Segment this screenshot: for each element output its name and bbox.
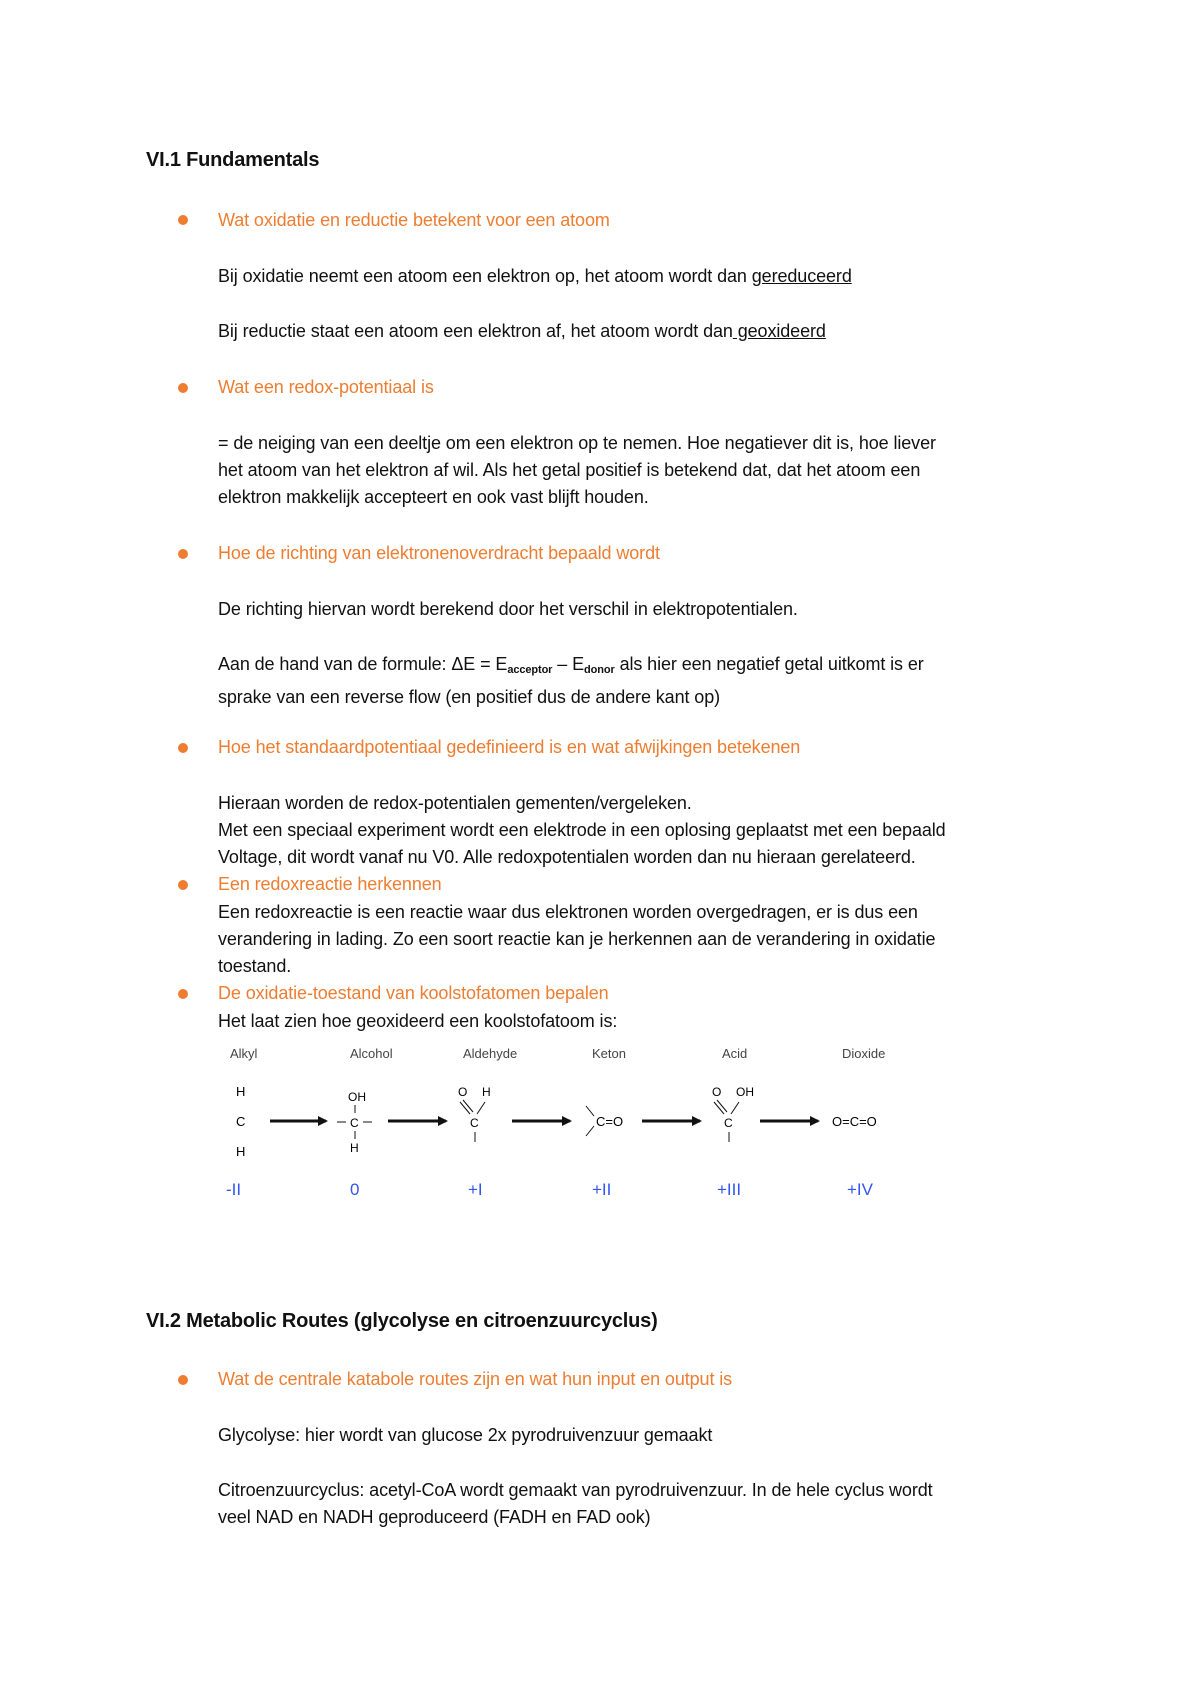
paragraph-text: Bij oxidatie neemt een atoom een elektron op, het atoom wordt dan bbox=[218, 266, 752, 286]
bullet bbox=[178, 989, 188, 999]
svg-text:C=O: C=O bbox=[596, 1114, 624, 1129]
bullet bbox=[178, 383, 188, 393]
oxidation-state-figure bbox=[220, 1040, 920, 1210]
acid-structure bbox=[712, 1085, 754, 1142]
state-alcohol: 0 bbox=[350, 1180, 360, 1199]
label-aldehyde: Aldehyde bbox=[463, 1046, 518, 1061]
svg-text:OH: OH bbox=[736, 1085, 754, 1099]
bullet bbox=[178, 743, 188, 753]
svg-text:C: C bbox=[350, 1116, 359, 1130]
bullet bbox=[178, 215, 188, 225]
svg-text:C: C bbox=[236, 1114, 246, 1129]
topic-heading-oxidation: Wat oxidatie en reductie betekent voor een atoom bbox=[218, 210, 610, 230]
svg-text:O: O bbox=[712, 1085, 722, 1099]
label-alkyl: Alkyl bbox=[230, 1046, 258, 1061]
alkyl-structure bbox=[236, 1084, 245, 1159]
text-line: Hieraan worden de redox-potentialen gementen/vergeleken. bbox=[218, 793, 692, 813]
label-dioxide: Dioxide bbox=[842, 1046, 886, 1061]
text-line: toestand. bbox=[218, 956, 292, 976]
state-acid: +III bbox=[717, 1180, 742, 1199]
text-line: Met een speciaal experiment wordt een elektrode in een oplosing geplaatst met een bepaald bbox=[218, 820, 946, 840]
paragraph-carbon-oxidation: Het laat zien hoe geoxideerd een koolstofatoom is: bbox=[218, 1011, 618, 1031]
state-dioxide: +IV bbox=[847, 1180, 873, 1199]
text-line: Citroenzuurcyclus: acetyl-CoA wordt gemaakt van pyrodruivenzuur. In de hele cyclus wordt bbox=[218, 1480, 933, 1500]
alcohol-structure bbox=[337, 1090, 372, 1155]
paragraph-glycolysis: Glycolyse: hier wordt van glucose 2x pyrodruivenzuur gemaakt bbox=[218, 1425, 713, 1445]
paragraph-citric-acid-cycle bbox=[218, 1477, 933, 1531]
topic-heading-carbon-oxidation: De oxidatie-toestand van koolstofatomen bepalen bbox=[218, 983, 609, 1003]
topic-heading-redox-potential: Wat een redox-potentiaal is bbox=[218, 377, 434, 397]
underlined-term: geoxideerd bbox=[732, 321, 826, 341]
dioxide-structure: O=C=O bbox=[832, 1114, 877, 1129]
section-title-metabolic-routes: VI.2 Metabolic Routes (glycolyse en citroenzuurcyclus) bbox=[146, 1310, 658, 1332]
paragraph-reduction bbox=[218, 318, 826, 345]
bullet bbox=[178, 880, 188, 890]
svg-text:OH: OH bbox=[348, 1090, 366, 1104]
svg-text:H: H bbox=[236, 1144, 246, 1159]
state-keton: +II bbox=[592, 1180, 612, 1199]
svg-text:H: H bbox=[350, 1141, 359, 1155]
bullet bbox=[178, 549, 188, 559]
text-line: Voltage, dit wordt vanaf nu V0. Alle redoxpotentialen worden dan nu hieraan gerelateerd. bbox=[218, 847, 916, 867]
paragraph-text: Bij reductie staat een atoom een elektron af, het atoom wordt dan bbox=[218, 321, 733, 341]
topic-heading-catabolic-routes: Wat de centrale katabole routes zijn en wat hun input en output is bbox=[218, 1369, 733, 1389]
paragraph-oxidation bbox=[218, 263, 852, 290]
subscript-donor: donor bbox=[584, 664, 615, 676]
state-alkyl: -II bbox=[226, 1180, 242, 1199]
text-line: Een redoxreactie is een reactie waar dus elektronen worden overgedragen, er is dus een bbox=[218, 902, 918, 922]
bullet bbox=[178, 1375, 188, 1385]
text-line: veel NAD en NADH geproduceerd (FADH en FAD ook) bbox=[218, 1507, 651, 1527]
text-line: verandering in lading. Zo een soort reactie kan je herkennen aan de verandering in oxidatie bbox=[218, 929, 936, 949]
paragraph-standard-potential bbox=[218, 790, 946, 871]
svg-text:C: C bbox=[470, 1116, 479, 1130]
state-aldehyde: +I bbox=[468, 1180, 483, 1199]
svg-text:C: C bbox=[724, 1116, 733, 1130]
paragraph-redox-potential bbox=[218, 430, 936, 511]
label-keton: Keton bbox=[592, 1046, 626, 1061]
label-acid: Acid bbox=[722, 1046, 748, 1061]
paragraph-formula bbox=[218, 651, 924, 711]
text-line: sprake van een reverse flow (en positief dus de andere kant op) bbox=[218, 687, 720, 707]
topic-heading-standard-potential: Hoe het standaardpotentiaal gedefinieerd is en wat afwijkingen betekenen bbox=[218, 737, 801, 757]
svg-text:H: H bbox=[482, 1085, 491, 1099]
topic-heading-redox-reaction: Een redoxreactie herkennen bbox=[218, 874, 442, 894]
underlined-term: gereduceerd bbox=[751, 266, 852, 286]
text-line: het atoom van het elektron af wil. Als het getal positief is betekend dat, dat het atoom een bbox=[218, 460, 921, 480]
svg-text:H: H bbox=[236, 1084, 246, 1099]
svg-text:O: O bbox=[458, 1085, 468, 1099]
keton-structure bbox=[586, 1106, 623, 1136]
formula-line: Aan de hand van de formule: $\Delta E = E_{acceptor} - E_{donor}$ als hier een negatief getal uitkomt is er bbox=[218, 654, 924, 676]
text-line: = de neiging van een deeltje om een elektron op te nemen. Hoe negatiever dit is, hoe liever bbox=[218, 433, 936, 453]
topic-heading-electron-transfer: Hoe de richting van elektronenoverdracht bepaald wordt bbox=[218, 543, 660, 563]
subscript-acceptor: acceptor bbox=[507, 664, 553, 676]
aldehyde-structure bbox=[458, 1085, 491, 1142]
label-alcohol: Alcohol bbox=[350, 1046, 393, 1061]
paragraph-direction: De richting hiervan wordt berekend door het verschil in elektropotentialen. bbox=[218, 599, 798, 619]
section-title-fundamentals: VI.1 Fundamentals bbox=[146, 149, 320, 171]
paragraph-redox-reaction bbox=[218, 899, 935, 980]
text-line: elektron makkelijk accepteert en ook vast blijft houden. bbox=[218, 487, 649, 507]
